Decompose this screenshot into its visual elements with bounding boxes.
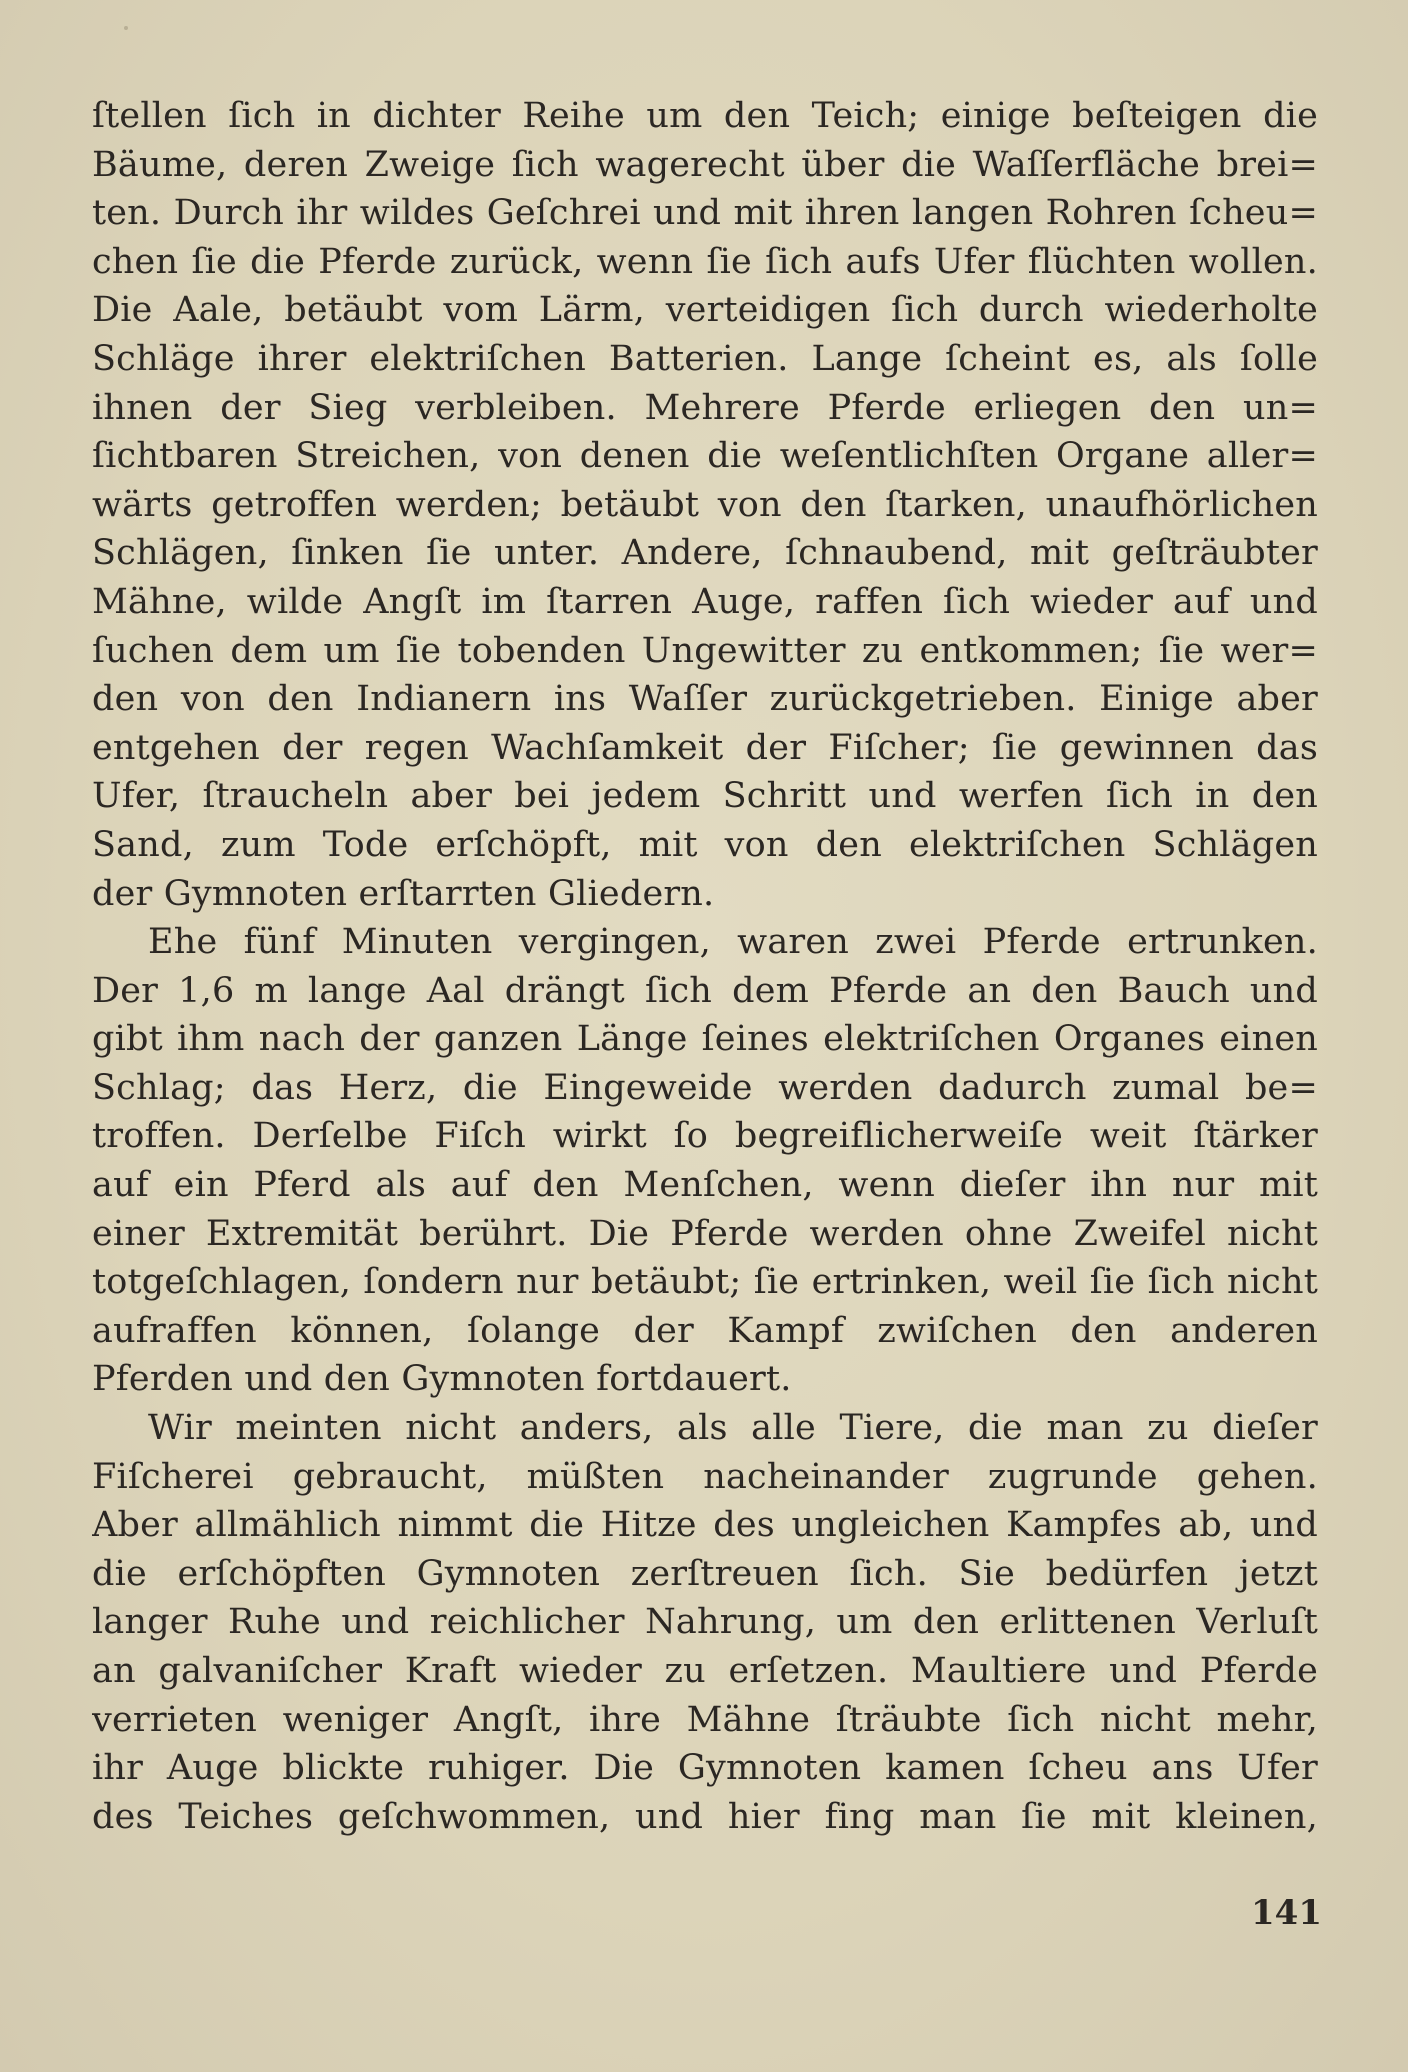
text-line: ſtellen ſich in dichter Reihe um den Teich; einige beſteigen die xyxy=(92,96,1318,136)
text-line: gibt ihm nach der ganzen Länge ſeines elektriſchen Organes einen xyxy=(92,1019,1318,1060)
text-line: Sand, zum Tode erſchöpft, mit von den elektriſchen Schlägen xyxy=(92,824,1318,865)
text-line: chen ſie die Pferde zurück, wenn ſie ſich aufs Ufer flüchten wollen. xyxy=(92,241,1318,282)
text-line: verrieten weniger Angſt, ihre Mähne ſträubte ſich nicht mehr, xyxy=(92,1699,1318,1740)
text-line: ihr Auge blickte ruhiger. Die Gymnoten kamen ſcheu ans Ufer xyxy=(92,1748,1318,1789)
text-line: totgeſchlagen, ſondern nur betäubt; ſie ertrinken, weil ſie ſich nicht xyxy=(92,1262,1318,1303)
text-line: entgehen der regen Wachſamkeit der Fiſcher; ſie gewinnen das xyxy=(92,727,1318,768)
page-number: 141 xyxy=(1251,1893,1322,1933)
text-line: an galvaniſcher Kraft wieder zu erſetzen. Maultiere und Pferde xyxy=(92,1651,1318,1691)
text-line: ſichtbaren Streichen, von denen die weſentlichſten Organe aller= xyxy=(92,436,1318,477)
text-line: der Gymnoten erſtarrten Gliedern. xyxy=(92,873,715,914)
text-line: Ehe fünf Minuten vergingen, waren zwei Pferde ertrunken. xyxy=(148,922,1318,963)
text-line: langer Ruhe und reichlicher Nahrung, um den erlittenen Verluſt xyxy=(92,1602,1318,1643)
text-line: Schlag; das Herz, die Eingeweide werden dadurch zumal be= xyxy=(92,1067,1318,1108)
text-line: des Teiches geſchwommen, und hier fing man ſie mit kleinen, xyxy=(92,1796,1318,1837)
text-line: Fiſcherei gebraucht, müßten nacheinander zugrunde gehen. xyxy=(92,1456,1318,1497)
paper-speck xyxy=(124,26,128,30)
text-line: wärts getroffen werden; betäubt von den ſtarken, unaufhörlichen xyxy=(92,484,1318,525)
text-line: einer Extremität berührt. Die Pferde werden ohne Zweifel nicht xyxy=(92,1213,1318,1254)
text-line: Der 1,6 m lange Aal drängt ſich dem Pferde an den Bauch und xyxy=(92,970,1318,1011)
text-line: Schläge ihrer elektriſchen Batterien. Lange ſcheint es, als ſolle xyxy=(92,338,1318,379)
text-line: Ufer, ſtraucheln aber bei jedem Schritt und werfen ſich in den xyxy=(92,776,1318,817)
text-line: die erſchöpften Gymnoten zerſtreuen ſich. Sie bedürfen jetzt xyxy=(92,1553,1318,1594)
text-line: den von den Indianern ins Waſſer zurückgetrieben. Einige aber xyxy=(92,679,1318,720)
text-line: Wir meinten nicht anders, als alle Tiere, die man zu dieſer xyxy=(148,1408,1318,1449)
text-line: ſuchen dem um ſie tobenden Ungewitter zu entkommen; ſie wer= xyxy=(92,630,1318,671)
text-line: aufraffen können, ſolange der Kampf zwiſchen den anderen xyxy=(92,1310,1318,1351)
text-line: Schlägen, ſinken ſie unter. Andere, ſchnaubend, mit geſträubter xyxy=(92,533,1318,574)
text-line: ten. Durch ihr wildes Geſchrei und mit ihren langen Rohren ſcheu= xyxy=(92,193,1318,234)
text-line: Aber allmählich nimmt die Hitze des ungleichen Kampfes ab, und xyxy=(92,1505,1318,1546)
body-text xyxy=(92,92,1318,1841)
text-line: auf ein Pferd als auf den Menſchen, wenn dieſer ihn nur mit xyxy=(92,1165,1318,1206)
text-line: troffen. Derſelbe Fiſch wirkt ſo begreiflicherweiſe weit ſtärker xyxy=(92,1116,1318,1157)
text-line: Pferden und den Gymnoten fortdauert. xyxy=(92,1359,792,1400)
text-line: Die Aale, betäubt vom Lärm, verteidigen ſich durch wiederholte xyxy=(92,290,1318,331)
text-line: Bäume, deren Zweige ſich wagerecht über die Waſſerfläche brei= xyxy=(92,144,1318,185)
text-line: ihnen der Sieg verbleiben. Mehrere Pferde erliegen den un= xyxy=(92,387,1318,428)
text-line: Mähne, wilde Angſt im ſtarren Auge, raffen ſich wieder auf und xyxy=(92,581,1318,622)
